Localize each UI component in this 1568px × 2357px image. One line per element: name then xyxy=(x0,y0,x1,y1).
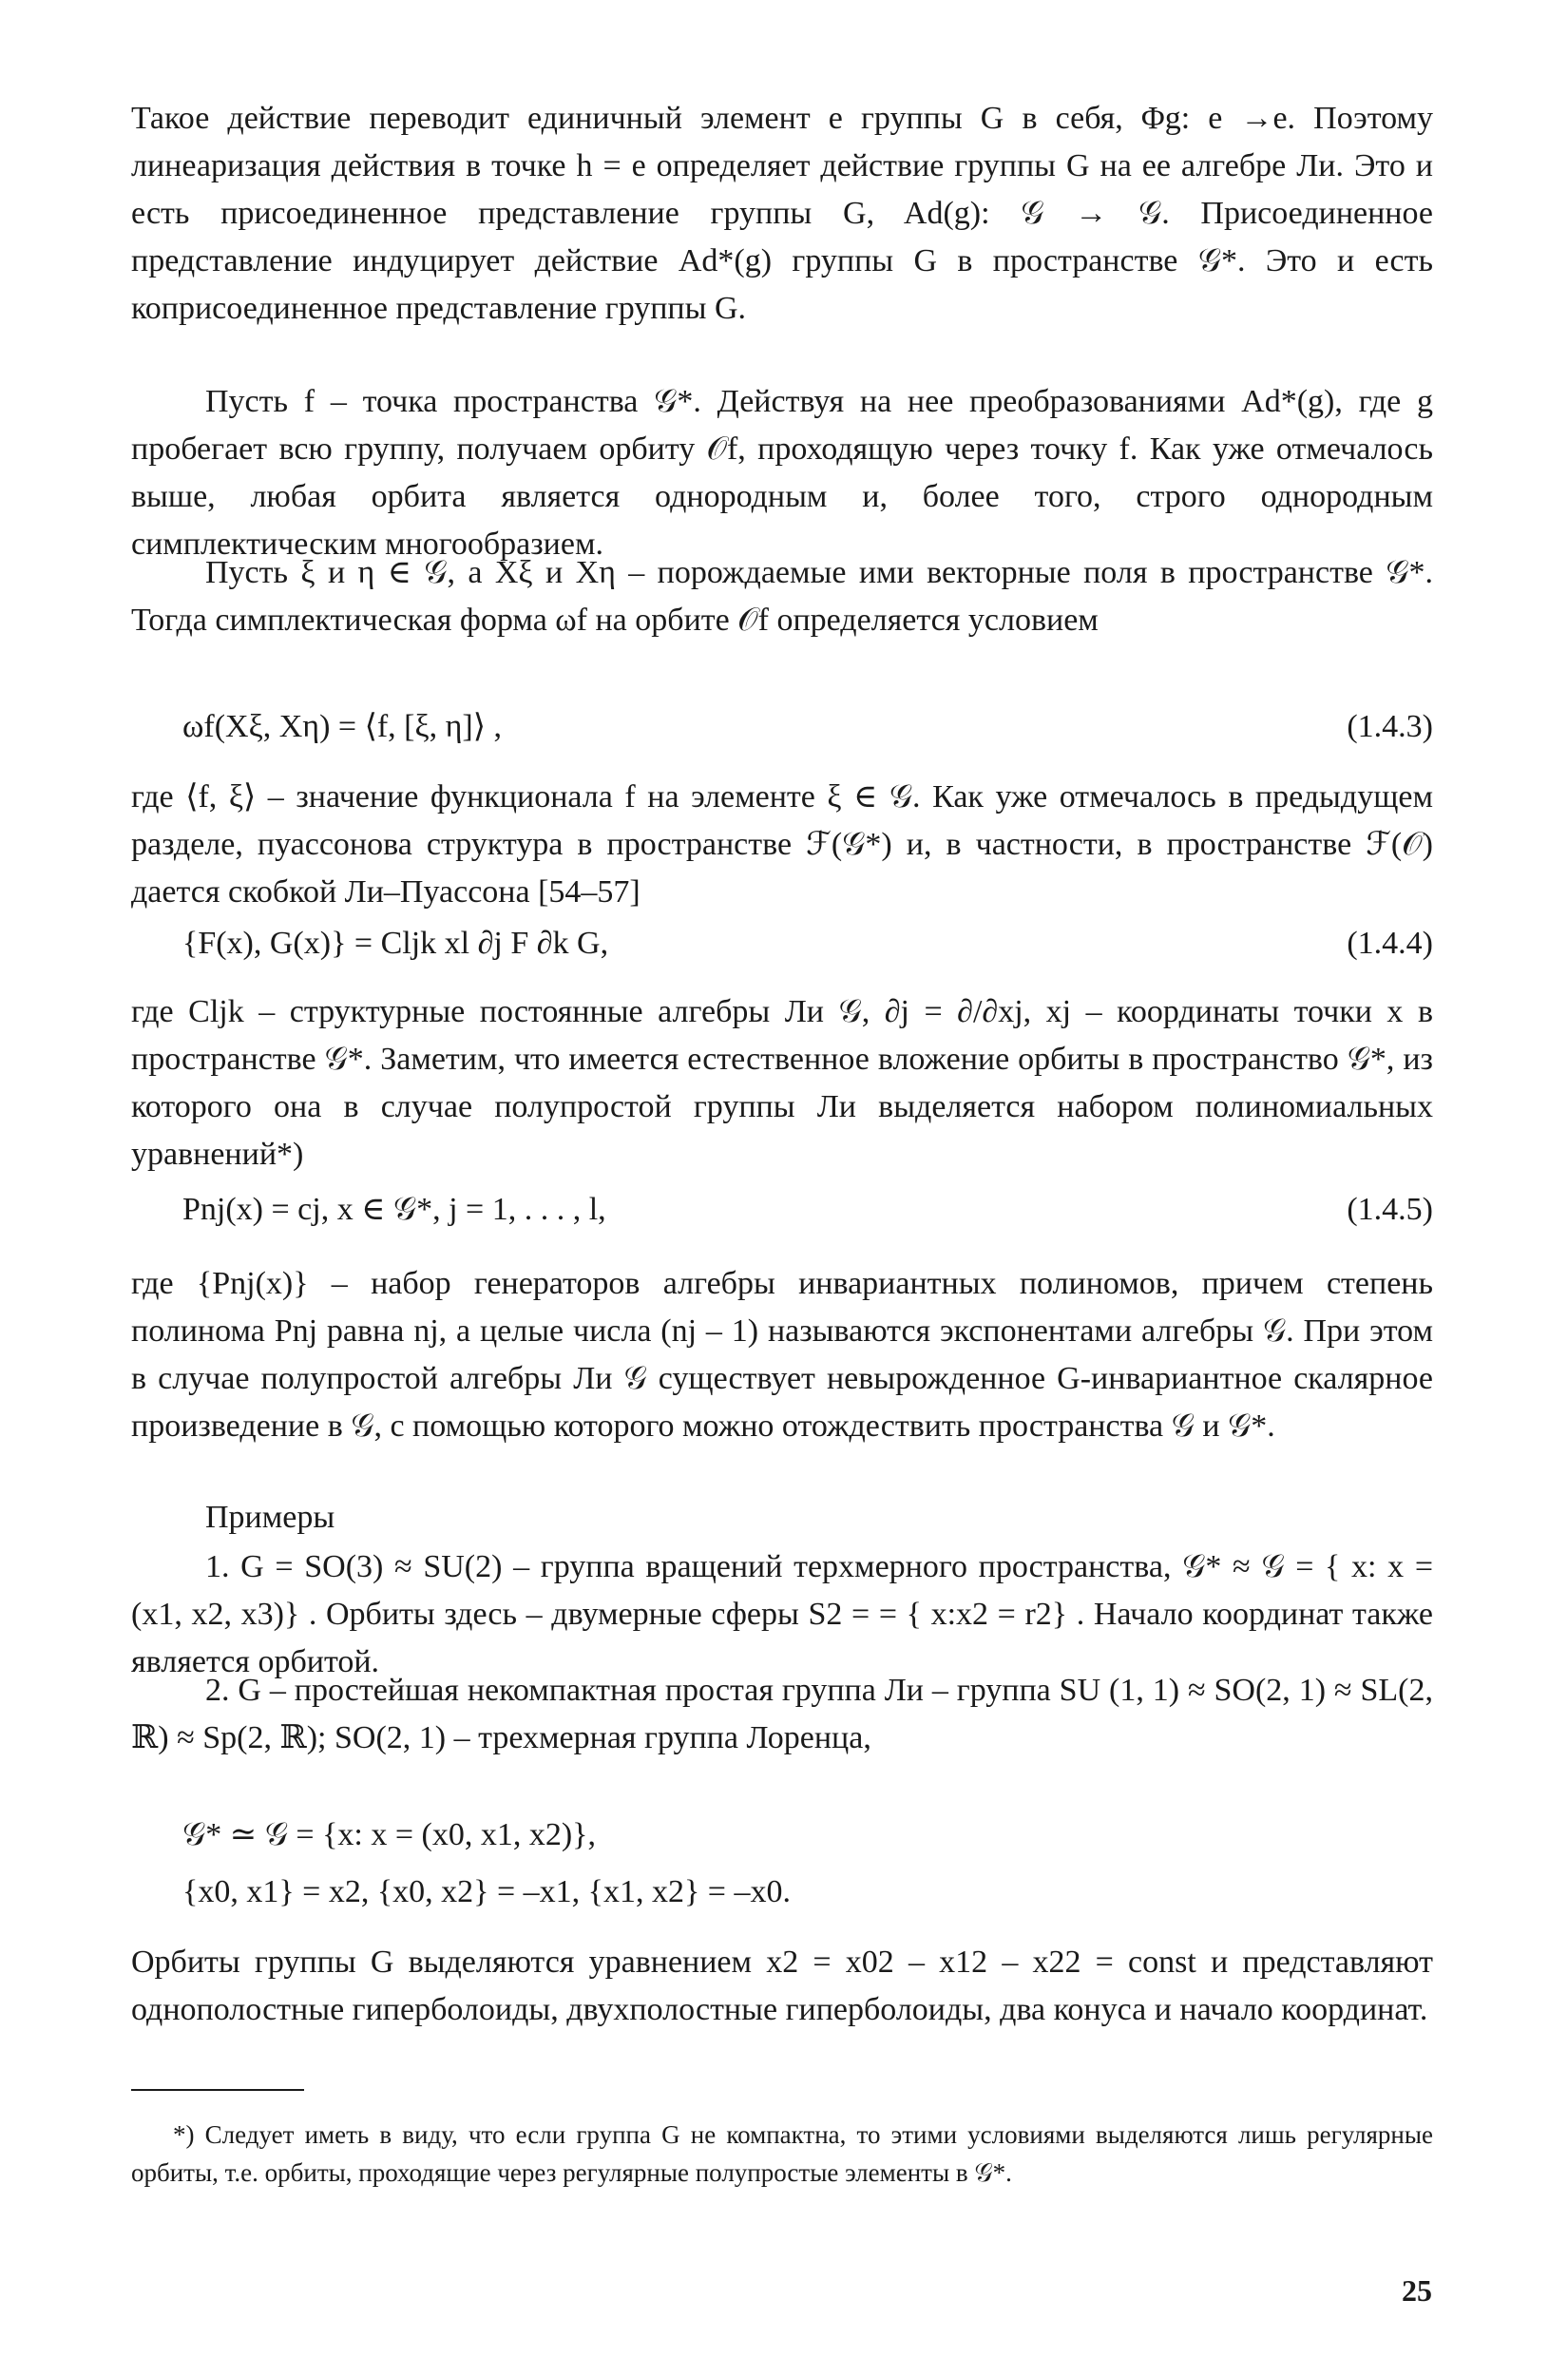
footnote-divider xyxy=(131,2089,304,2091)
equation-number-1-4-3: (1.4.3) xyxy=(1347,709,1433,744)
equation-example-2b: {x0, x1} = x2, {x0, x2} = –x1, {x1, x2} = –x0. xyxy=(182,1874,791,1909)
examples-heading xyxy=(131,1494,1433,1542)
example-1 xyxy=(131,1543,1433,1686)
paragraph-4 xyxy=(131,774,1433,916)
example-2 xyxy=(131,1667,1433,1762)
paragraph-2 xyxy=(131,378,1433,568)
paragraph-7 xyxy=(131,1939,1433,2034)
heading-text: Примеры xyxy=(205,1500,335,1535)
paragraph-3 xyxy=(131,549,1433,644)
equation-number-1-4-5: (1.4.5) xyxy=(1347,1192,1433,1227)
equation-1-4-3: ωf(Xξ, Xη) = ⟨f, [ξ, η]⟩ , xyxy=(182,709,502,744)
equation-example-2a: 𝒢* ≃ 𝒢 = {x: x = (x0, x1, x2)}, xyxy=(182,1817,596,1852)
example-text: 1. G = SO(3) ≈ SU(2) – группа вращений терхмерного пространства, 𝒢* ≈ 𝒢 = { x: x = (x1, x2, x3)} . Орбиты здесь – двумерные сферы S2 = = { x:x2 = r2} . Начало координат также является орбитой. xyxy=(131,1549,1433,1679)
paragraph-text: Пусть ξ и η ∈ 𝒢, а Xξ и Xη – порождаемые ими векторные поля в пространстве 𝒢*. Тогда симплектическая форма ωf на орбите 𝒪f определяется условием xyxy=(131,555,1433,638)
paragraph-text: где Cljk – структурные постоянные алгебры Ли 𝒢, ∂j = ∂/∂xj, xj – координаты точки x в пространстве 𝒢*. Заметим, что имеется естественное вложение орбиты в пространство 𝒢*, из которого она в случае полупростой группы Ли выделяется набором полиномиальных уравнений*) xyxy=(131,994,1433,1172)
paragraph-text: Орбиты группы G выделяются уравнением x2 = x02 – x12 – x22 = const и представляют однополостные гиперболоиды, двухполостные гиперболоиды, два конуса и начало координат. xyxy=(131,1945,1433,2027)
equation-1-4-5: Pnj(x) = cj, x ∈ 𝒢*, j = 1, . . . , l, xyxy=(182,1192,606,1227)
example-text: 2. G – простейшая некомпактная простая группа Ли – группа SU (1, 1) ≈ SO(2, 1) ≈ SL(2, ℝ) ≈ Sp(2, ℝ); SO(2, 1) – трехмерная группа Лоренца, xyxy=(131,1673,1433,1755)
paragraph-5 xyxy=(131,988,1433,1178)
paragraph-text: где ⟨f, ξ⟩ – значение функционала f на элементе ξ ∈ 𝒢. Как уже отмечалось в предыдущем разделе, пуассонова структура в пространстве ℱ(𝒢*) и, в частности, в пространстве ℱ(𝒪) дается скобкой Ли–Пуассона [54–57] xyxy=(131,779,1433,910)
paragraph-1 xyxy=(131,95,1433,333)
equation-number-1-4-4: (1.4.4) xyxy=(1347,926,1433,961)
paragraph-6 xyxy=(131,1260,1433,1450)
page-number: 25 xyxy=(1402,2273,1432,2308)
paragraph-text: Пусть f – точка пространства 𝒢*. Действуя на нее преобразованиями Ad*(g), где g пробегает всю группу, получаем орбиту 𝒪f, проходящую через точку f. Как уже отмечалось выше, любая орбита является однородным и, более того, строго однородным симплектическим многообразием. xyxy=(131,384,1433,562)
equation-1-4-4: {F(x), G(x)} = Cljk xl ∂j F ∂k G, xyxy=(182,926,609,961)
paragraph-text: где {Pnj(x)} – набор генераторов алгебры инвариантных полиномов, причем степень полинома Pnj равна nj, а целые числа (nj – 1) называются экспонентами алгебры 𝒢. При этом в случае полупростой алгебры Ли 𝒢 существует невырожденное G-инвариантное скалярное произведение в 𝒢, с помощью которого можно отождествить пространства 𝒢 и 𝒢*. xyxy=(131,1266,1433,1444)
footnote: *) Следует иметь в виду, что если группа G не компактна, то этими условиями выделяются лишь регулярные орбиты, т.е. орбиты, проходящие через регулярные полупростые элементы в 𝒢*. xyxy=(131,2120,1433,2187)
paragraph-text: Такое действие переводит единичный элемент e группы G в себя, Φg: e →e. Поэтому линеаризация действия в точке h = e определяет действие группы G на ее алгебре Ли. Это и есть присоединенное представление группы G, Ad(g): 𝒢 → 𝒢. Присоединенное представление индуцирует действие Ad*(g) группы G в пространстве 𝒢*. Это и есть коприсоединенное представление группы G. xyxy=(131,101,1433,326)
